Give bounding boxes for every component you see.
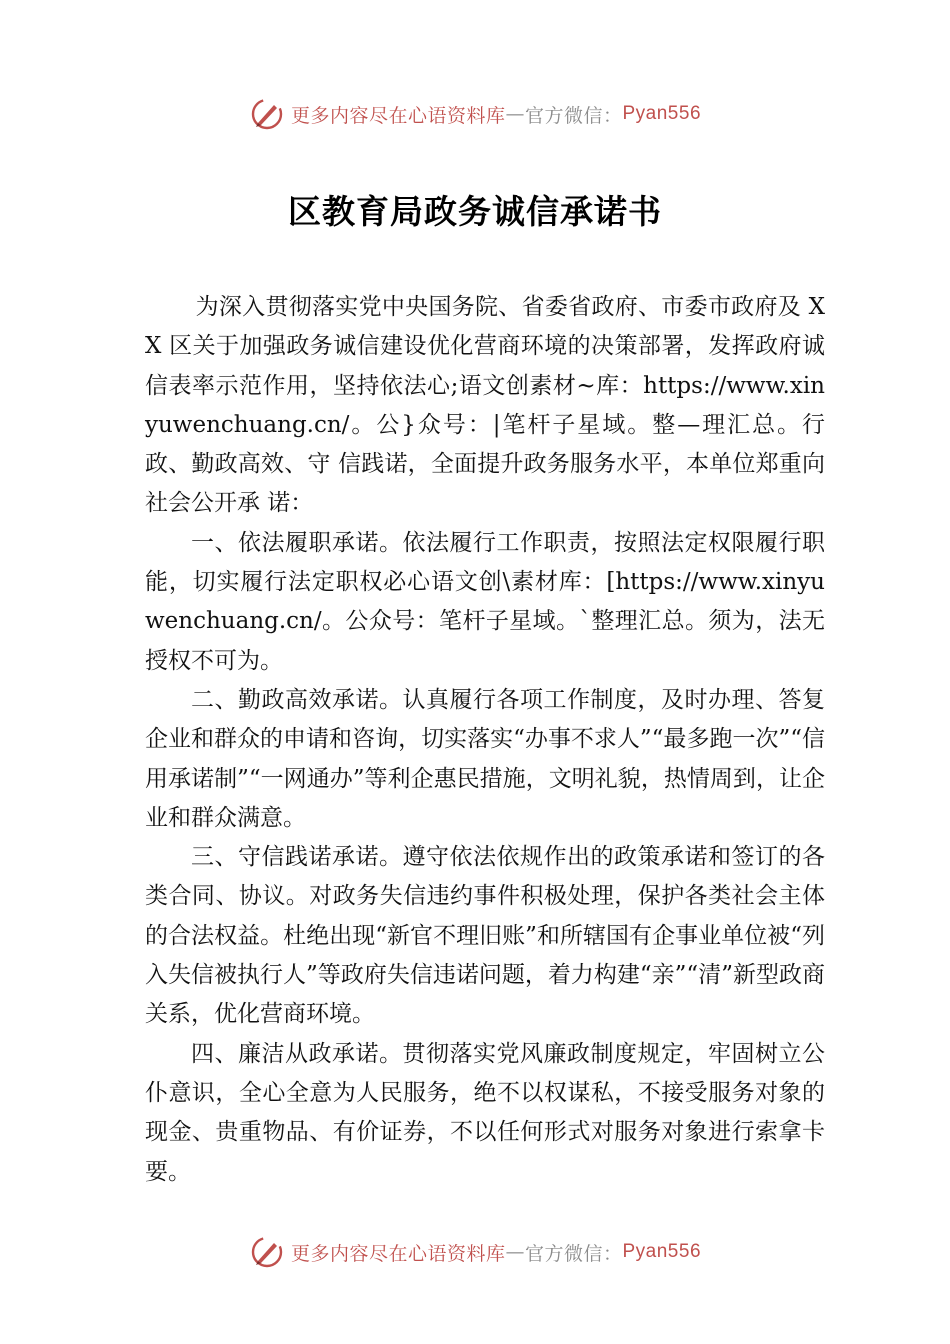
watermark-brand-text: 更多内容尽在心语资料库	[290, 104, 506, 127]
watermark-account: Pyan556	[622, 103, 702, 124]
commitment-paragraph-2: 二、勤政高效承诺。认真履行各项工作制度，及时办理、答复企业和群众的申请和咨询，切实落实“办事不求人”“最多跑一次”“信用承诺制”“一网通办”等利企惠民措施，文明礼貌，热情周到，让企业和群众满意。	[145, 686, 825, 831]
watermark-separator: —	[505, 103, 525, 125]
footer-watermark	[0, 1232, 950, 1272]
watermark-separator: —	[505, 1241, 525, 1263]
document-body	[145, 288, 825, 1192]
watermark-label: 官方微信：	[524, 104, 623, 127]
intro-paragraph: 为深入贯彻落实党中央国务院、省委省政府、市委市政府及 XX 区关于加强政务诚信建设优化营商环境的决策部署，发挥政府诚信表率示范作用，坚持依法心;语文创素材~库：https://www.xinyuwenchuang.cn/。公}众号：|笔杆子星域。整—理汇总。行政、勤政高效、守 信践诺，全面提升政务服务水平，本单位郑重向社会公开承 诺：	[145, 294, 825, 517]
pen-swirl-logo-icon	[249, 1234, 285, 1270]
document-title: 区教育局政务诚信承诺书	[288, 192, 662, 231]
watermark-brand-text: 更多内容尽在心语资料库	[290, 1242, 506, 1265]
pen-swirl-logo-icon	[249, 96, 285, 132]
watermark-label: 官方微信：	[524, 1242, 623, 1265]
commitment-paragraph-3: 三、守信践诺承诺。遵守依法依规作出的政策承诺和签订的各类合同、协议。对政务失信违约事件积极处理，保护各类社会主体的合法权益。杜绝出现“新官不理旧账”和所辖国有企事业单位被“列入失信被执行人”等政府失信违诺问题，着力构建“亲”“清”新型政商关系，优化营商环境。	[145, 844, 825, 1028]
commitment-paragraph-1: 一、依法履职承诺。依法履行工作职责，按照法定权限履行职能，切实履行法定职权必心语文创\素材库：[https://www.xinyuwenchuang.cn/。公众号：笔杆子星域。`整理汇总。须为，法无授权不可为。	[145, 529, 825, 674]
watermark-account: Pyan556	[622, 1241, 702, 1262]
header-watermark	[0, 94, 950, 134]
commitment-paragraph-4: 四、廉洁从政承诺。贯彻落实党风廉政制度规定，牢固树立公仆意识，全心全意为人民服务，绝不以权谋私，不接受服务对象的现金、贵重物品、有价证券，不以任何形式对服务对象进行索拿卡要。	[145, 1040, 825, 1185]
